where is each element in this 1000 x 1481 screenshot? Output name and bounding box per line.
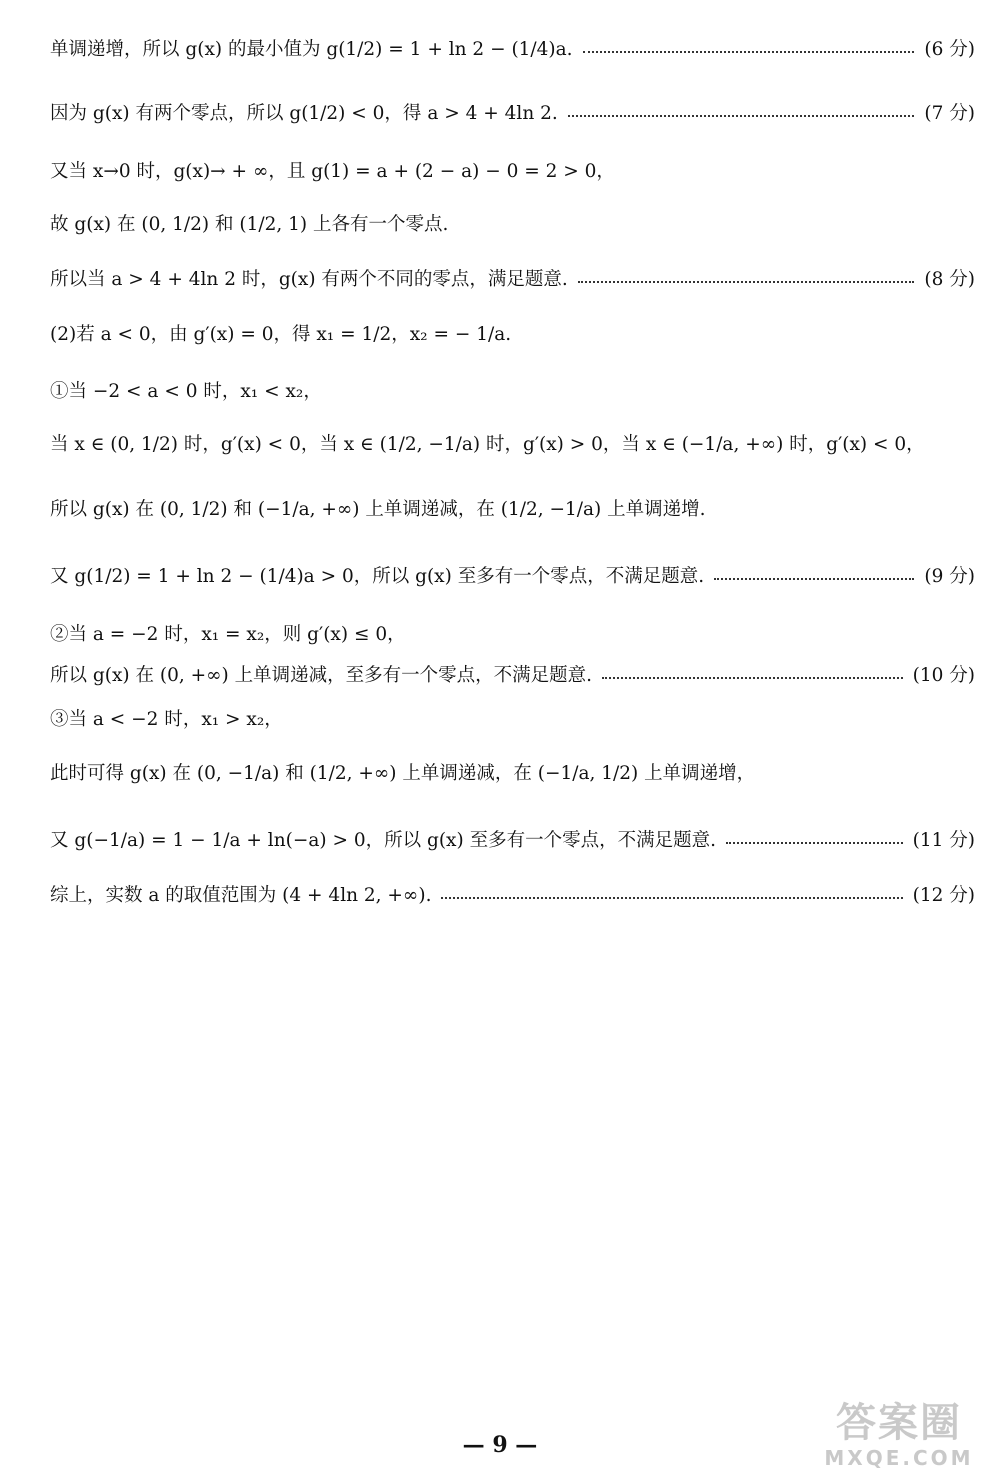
solution-line-9 [50, 490, 975, 526]
solution-line-11 [50, 618, 975, 648]
solution-line-6 [50, 315, 975, 351]
watermark-logo [804, 1401, 994, 1475]
line-text: ①当 −2 < a < 0 时，x₁ < x₂， [50, 381, 322, 402]
score-label: (7 分) [924, 103, 975, 124]
line-text: (2)若 a < 0，由 g′(x) = 0，得 x₁ = 1/2，x₂ = − 1/a. [50, 324, 512, 345]
score-label: (6 分) [924, 39, 975, 60]
line-text: 综上，实数 a 的取值范围为 (4 + 4ln 2, +∞). [50, 885, 432, 906]
line-text: 故 g(x) 在 (0, 1/2) 和 (1/2, 1) 上各有一个零点. [50, 214, 449, 235]
line-text: 单调递增，所以 g(x) 的最小值为 g(1/2) = 1 + ln 2 − (1/4)a. [50, 39, 573, 60]
dotted-leader [602, 677, 903, 679]
solution-line-16 [50, 879, 975, 909]
solution-line-12 [50, 659, 975, 689]
score-label: (8 分) [924, 269, 975, 290]
line-text: 又 g(1/2) = 1 + ln 2 − (1/4)a > 0，所以 g(x) 至多有一个零点，不满足题意. [50, 566, 705, 587]
line-text: 所以 g(x) 在 (0, +∞) 上单调递减，至多有一个零点，不满足题意. [50, 665, 592, 686]
dotted-leader [568, 115, 915, 117]
line-text: 又 g(−1/a) = 1 − 1/a + ln(−a) > 0，所以 g(x) 至多有一个零点，不满足题意. [50, 830, 716, 851]
score-label: (9 分) [924, 566, 975, 587]
solution-line-2 [50, 94, 975, 130]
page-number: — 9 — [462, 1432, 538, 1458]
solution-line-7 [50, 375, 975, 405]
line-text: ③当 a < −2 时，x₁ > x₂， [50, 709, 283, 730]
dotted-leader [441, 897, 902, 899]
line-text: 当 x ∈ (0, 1/2) 时，g′(x) < 0，当 x ∈ (1/2, −1/a) 时，g′(x) > 0，当 x ∈ (−1/a, +∞) 时，g′(x) < 0， [50, 434, 925, 455]
solution-line-8 [50, 425, 975, 461]
solution-line-13 [50, 703, 975, 733]
score-label: (10 分) [912, 665, 975, 686]
dotted-leader [583, 51, 915, 53]
solution-line-1 [50, 30, 975, 66]
solution-line-3 [50, 155, 975, 185]
line-text: 此时可得 g(x) 在 (0, −1/a) 和 (1/2, +∞) 上单调递减，在 (−1/a, 1/2) 上单调递增， [50, 763, 756, 784]
solution-line-5 [50, 263, 975, 293]
line-text: 又当 x→0 时，g(x)→ + ∞，且 g(1) = a + (2 − a) − 0 = 2 > 0， [50, 161, 615, 182]
watermark-text-bottom: MXQE.COM [824, 1446, 974, 1470]
dotted-leader [726, 842, 903, 844]
line-text: 因为 g(x) 有两个零点，所以 g(1/2) < 0，得 a > 4 + 4ln 2. [50, 103, 558, 124]
solution-line-15 [50, 821, 975, 857]
solution-line-14 [50, 754, 975, 790]
line-text: ②当 a = −2 时，x₁ = x₂，则 g′(x) ≤ 0， [50, 624, 406, 645]
solution-line-4 [50, 205, 975, 241]
watermark-text-top: 答案圈 [836, 1400, 962, 1446]
line-text: 所以 g(x) 在 (0, 1/2) 和 (−1/a, +∞) 上单调递减，在 (1/2, −1/a) 上单调递增. [50, 499, 706, 520]
solution-line-10 [50, 557, 975, 593]
score-label: (11 分) [912, 830, 975, 851]
line-text: 所以当 a > 4 + 4ln 2 时，g(x) 有两个不同的零点，满足题意. [50, 269, 568, 290]
dotted-leader [714, 578, 914, 580]
score-label: (12 分) [912, 885, 975, 906]
dotted-leader [578, 281, 915, 283]
